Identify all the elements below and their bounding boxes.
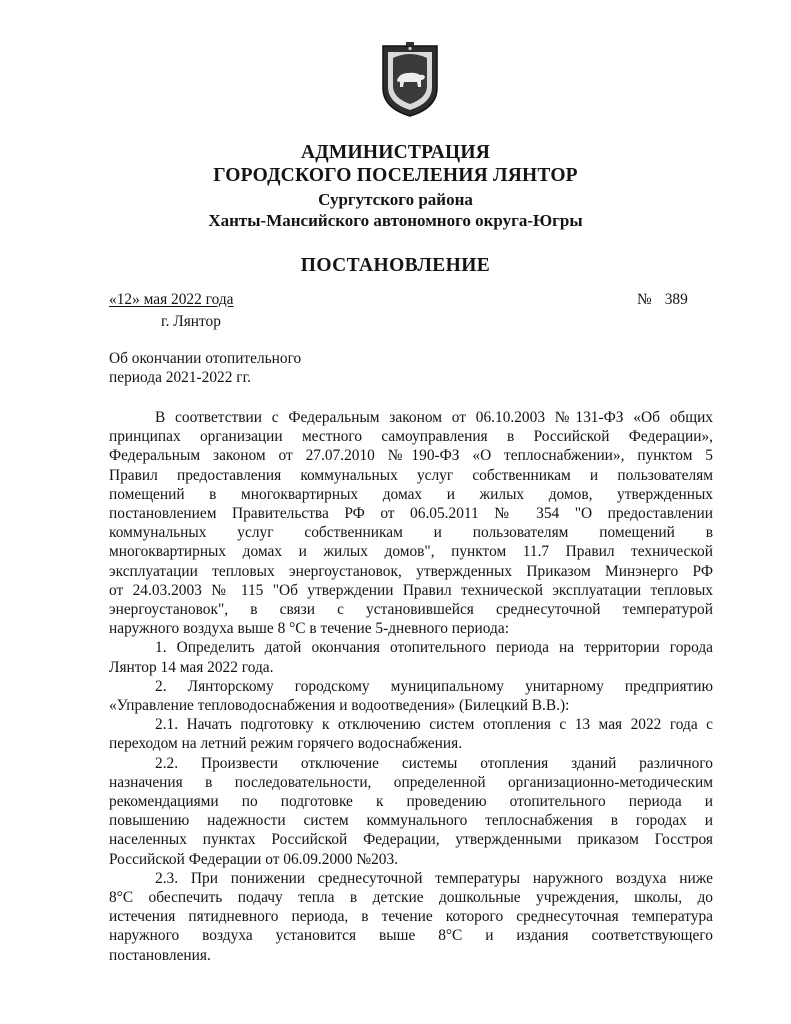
body-line: многоквартирных домах и жилых домов", пунктом 11.7 Правил технической [109, 543, 713, 561]
body-line: коммунальных услуг собственникам и пользователям помещений в [109, 524, 713, 542]
document-body [109, 408, 713, 965]
body-line: населенных пунктах Российской Федерации, утвержденными приказом Госстроя [109, 831, 713, 849]
body-line: помещений в многоквартирных домах и жилых домов, утвержденных [109, 485, 713, 503]
document-city: г. Лянтор [161, 313, 221, 330]
body-line: «Управление тепловодоснабжения и водоотведения» (Билецкий В.В.): [109, 697, 570, 715]
body-line: Правил предоставления коммунальных услуг собственникам и пользователям [109, 466, 713, 484]
district-name: Сургутского района [318, 190, 473, 209]
body-line: 2.1. Начать подготовку к отключению систем отопления с 13 мая 2022 года с [155, 716, 713, 734]
body-line: от 24.03.2003 № 115 "Об утверждении Правил технической эксплуатации тепловых [109, 581, 713, 599]
body-line: постановления. [109, 946, 211, 964]
body-line: энергоустановок", в связи с установившейся среднесуточной температурой [109, 601, 713, 619]
body-line: В соответствии с Федеральным законом от 06.10.2003 №131-ФЗ «Об общих [155, 409, 713, 426]
body-line: эксплуатации тепловых энергоустановок, утвержденных Приказом Минэнерго РФ [109, 562, 713, 580]
org-title-line2: ГОРОДСКОГО ПОСЕЛЕНИЯ ЛЯНТОР [213, 165, 578, 186]
document-number [637, 290, 688, 309]
body-line: наружного воздуха выше 8 °С в течение 5-дневного периода: [109, 620, 509, 638]
document-subject-line1: Об окончании отопительного [109, 350, 302, 367]
body-line: 2. Лянторскому городскому муниципальному унитарному предприятию [155, 677, 713, 695]
body-line: 2.3. При понижении среднесуточной температуры наружного воздуха ниже [155, 869, 713, 887]
document-subject-line2: периода 2021-2022 гг. [109, 369, 252, 386]
body-line: 2.2. Произвести отключение системы отопления зданий различного [155, 754, 713, 772]
org-title: АДМИНИСТРАЦИЯ [300, 142, 490, 163]
coat-of-arms-emblem [380, 40, 440, 118]
body-line: принципах организации местного самоуправления в Российской Федерации», [109, 428, 713, 446]
body-line: 1. Определить датой окончания отопительного периода на территории города [155, 639, 713, 657]
body-line: Лянтор 14 мая 2022 года. [109, 658, 274, 676]
body-line: истечения пятидневного периода, в течение которого среднесуточная температура [109, 908, 713, 926]
body-line: повышению надежности систем коммунального теплоснабжения в городах и [109, 812, 713, 830]
region-name: Ханты-Мансийского автономного округа-Югры [208, 211, 583, 230]
body-line: рекомендациями по подготовке к проведению отопительного периода и [109, 793, 713, 811]
body-line: постановлением Правительства РФ от 06.05.2011 № 354 "О предоставлении [109, 505, 713, 523]
body-line: переходом на летний режим горячего водоснабжения. [109, 735, 463, 753]
body-line: 8°С обеспечить подачу тепла в детские дошкольные учреждения, школы, до [109, 889, 713, 907]
body-line: наружного воздуха установится выше 8°С и издания соответствующего [109, 927, 713, 945]
body-line: Российской Федерации от 06.09.2000 №203. [109, 850, 399, 868]
document-type: ПОСТАНОВЛЕНИЕ [300, 255, 491, 276]
number-sign: № [637, 291, 652, 308]
body-line: Федеральным законом от 27.07.2010 №190-ФЗ «О теплоснабжении», пунктом 5 [109, 447, 713, 465]
body-line: назначения в последовательности, определенной организационно-методическим [109, 773, 713, 791]
number-value: 389 [664, 291, 688, 308]
document-date: «12» мая 2022 года [109, 291, 234, 308]
